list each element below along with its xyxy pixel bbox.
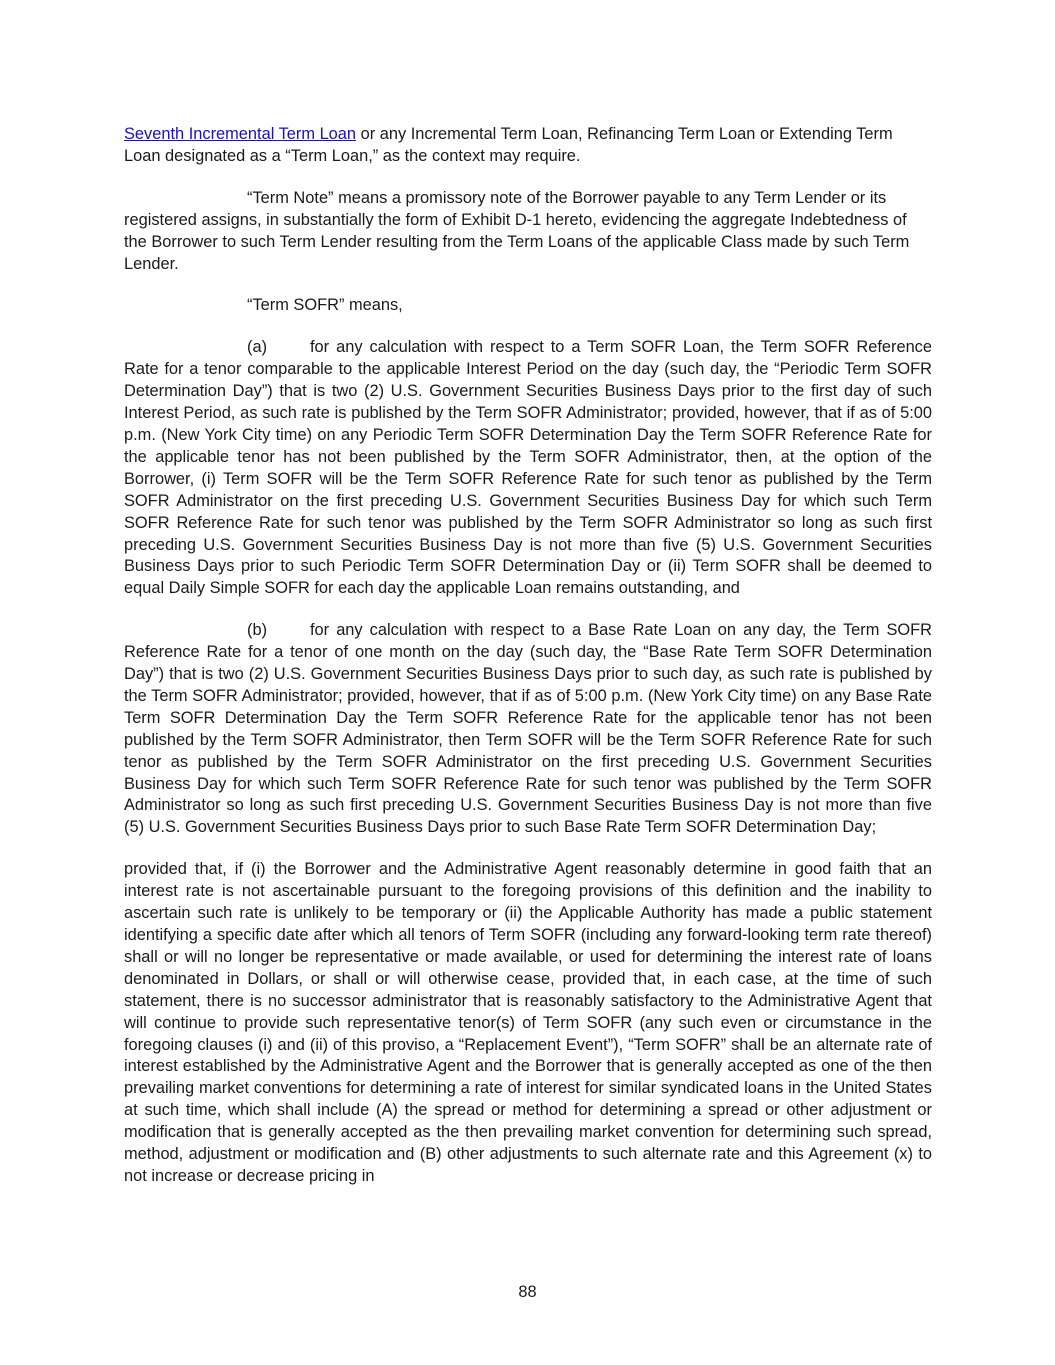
document-page bbox=[124, 124, 932, 1188]
clause-a-label: (a) bbox=[247, 338, 268, 357]
clause-a-text: for any calculation with respect to a Term SOFR Loan, the Term SOFR Reference Rate for a tenor comparable to the applicable Interest Period on the day (such day, the “Periodic Term SOFR Determination Day”) that is two (2) U.S. Government Securities Business Days prior to the first day of such Interest Period, as such rate is published by the Term SOFR Administrator; provided, however, that if as of 5:00 p.m. (New York City time) on any Periodic Term SOFR Determination Day the Term SOFR Reference Rate for the applicable tenor has not been published by the Term SOFR Administrator, then, at the option of the Borrower, (i) Term SOFR will be the Term SOFR Reference Rate for such tenor as published by the Term SOFR Administrator on the first preceding U.S. Government Securities Business Day for which such Term SOFR Reference Rate for such tenor was published by the Term SOFR Administrator so long as such first preceding U.S. Government Securities Business Day is not more than five (5) U.S. Government Securities Business Days prior to such Periodic Term SOFR Determination Day or (ii) Term SOFR shall be deemed to equal Daily Simple SOFR for each day the applicable Loan remains outstanding, and bbox=[124, 338, 932, 598]
seventh-incremental-term-loan-link[interactable]: Seventh Incremental Term Loan bbox=[124, 125, 357, 143]
intro-paragraph bbox=[124, 124, 932, 168]
clause-b-text: for any calculation with respect to a Base Rate Loan on any day, the Term SOFR Reference Rate for a tenor of one month on the day (such day, the “Base Rate Term SOFR Determination Day”) that is two (2) U.S. Government Securities Business Days prior to such day, as such rate is published by the Term SOFR Administrator; provided, however, that if as of 5:00 p.m. (New York City time) on any Base Rate Term SOFR Determination Day the Term SOFR Reference Rate for the applicable tenor has not been published by the Term SOFR Administrator, then Term SOFR will be the Term SOFR Reference Rate for such tenor as published by the Term SOFR Administrator on the first preceding U.S. Government Securities Business Day for which such Term SOFR Reference Rate for such tenor was published by the Term SOFR Administrator so long as such first preceding U.S. Government Securities Business Day is not more than five (5) U.S. Government Securities Business Days prior to such Base Rate Term SOFR Determination Day; bbox=[124, 621, 932, 837]
term-note-definition: “Term Note” means a promissory note of the Borrower payable to any Term Lender or its registered assigns, in substantially the form of Exhibit D-1 hereto, evidencing the aggregate Indebtedness of the Borrower to such Term Lender resulting from the Term Loans of the applicable Class made by such Term Lender. bbox=[124, 188, 910, 273]
clause-a bbox=[124, 337, 932, 600]
intro-text: or any Incremental Term Loan, Refinancing Term Loan or Extending Term Loan designated as a “Term Loan,” as the context may require. bbox=[124, 125, 893, 165]
term-sofr-heading: “Term SOFR” means, bbox=[247, 296, 403, 315]
page-number: 88 bbox=[518, 1283, 537, 1301]
clause-b bbox=[124, 620, 932, 839]
clause-b-label: (b) bbox=[247, 621, 268, 640]
proviso-paragraph: provided that, if (i) the Borrower and the Administrative Agent reasonably determine in good faith that an interest rate is not ascertainable pursuant to the foregoing provisions of this definition and the inability to ascertain such rate is unlikely to be temporary or (ii) the Applicable Authority has made a public statement identifying a specific date after which all tenors of Term SOFR (including any forward-looking term rate thereof) shall or will no longer be representative or made available, or used for determining the interest rate of loans denominated in Dollars, or shall or will otherwise cease, provided that, in each case, at the time of such statement, there is no successor administrator that is reasonably satisfactory to the Administrative Agent that will continue to provide such representative tenor(s) of Term SOFR (any such even or circumstance in the foregoing clauses (i) and (ii) of this proviso, a “Replacement Event”), “Term SOFR” shall be an alternate rate of interest established by the Administrative Agent and the Borrower that is generally accepted as one of the then prevailing market conventions for determining a rate of interest for similar syndicated loans in the United States at such time, which shall include (A) the spread or method for determining a spread or other adjustment or modification that is generally accepted as the then prevailing market convention for determining such spread, method, adjustment or modification and (B) other adjustments to such alternate rate and this Agreement (x) to not increase or decrease pricing in bbox=[124, 860, 932, 1185]
